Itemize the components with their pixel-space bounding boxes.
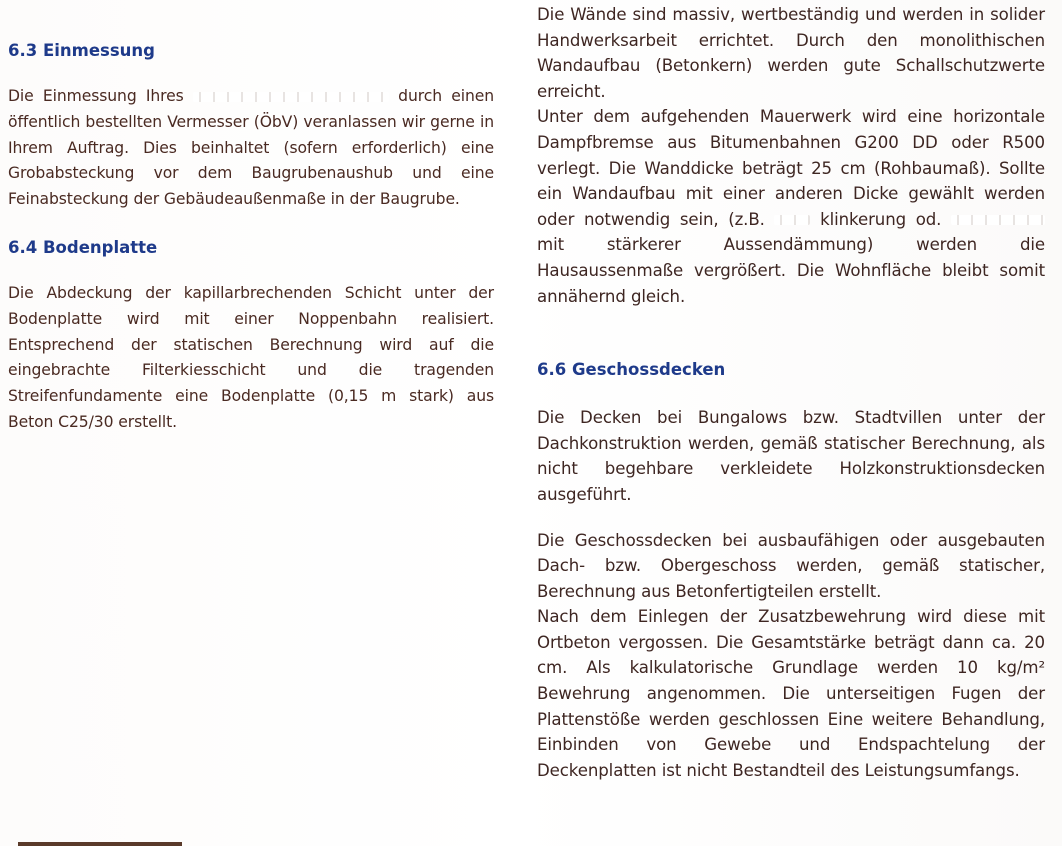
heading-einmessung: 6.3 Einmessung: [8, 41, 155, 60]
paragraph-geschossdecken: Die Geschossdecken bei ausbaufähigen oder ausgebauten Dach- bzw. Obergeschoss werden, gemäß statischer, Berechnung aus Betonfertigteilen erstellt.: [537, 530, 1045, 601]
mauerwerk-text-middle: klinkerung od.: [820, 209, 942, 229]
heading-bodenplatte: 6.4 Bodenplatte: [8, 237, 158, 257]
einmessung-text-start: Die Einmessung Ihres: [8, 87, 184, 105]
heading-geschossdecken: 6.6 Geschossdecken: [537, 360, 726, 380]
paragraph-decken-bungalow: Die Decken bei Bungalows bzw. Stadtvillen unter der Dachkonstruktion werden, gemäß statischer Berechnung, als nicht begehbare verkleidete Holzkonstruktionsdecken ausgeführt.: [537, 408, 1045, 504]
mauerwerk-text-start: Unter dem aufgehenden Mauerwerk wird eine horizontale Dampfbremse aus Bitumenbahnen G200 DD oder R500 verlegt. Die Wanddicke beträgt 25 cm (Rohbaumaß). Sollte ein Wandaufbau mit einer anderen Dicke gewählt werden oder notwendig sein, (z.B.: [537, 107, 1045, 229]
right-column: [537, 2, 1045, 783]
paragraph-zusatzbewehrung: Nach dem Einlegen der Zusatzbewehrung wird diese mit Ortbeton vergossen. Die Gesamtstärke beträgt dann ca. 20 cm. Als kalkulatorische Grundlage werden 10 kg/m² Bewehrung angenommen. Die unterseitigen Fugen der Plattenstöße werden geschlossen Eine weitere Behandlung, Einbinden von Gewebe und Endspachtelung der Deckenplatten ist nicht Bestandteil des Leistungsumfangs.: [537, 607, 1045, 780]
mauerwerk-text-end: mit stärkerer Aussendämmung) werden die Hausaussenmaße vergrößert. Die Wohnfläche bleibt somit annähernd gleich.: [537, 235, 1045, 306]
paragraph-waende: Die Wände sind massiv, wertbeständig und werden in solider Handwerksarbeit errichtet. Durch den monolithischen Wandaufbau (Betonkern) werden gute Schallschutzwerte erreicht.: [537, 5, 1045, 101]
bottom-rule: [18, 842, 182, 846]
einmessung-text-end: durch einen öffentlich bestellten Vermesser (ÖbV) veranlassen wir gerne in Ihrem Auftrag. Dies beinhaltet (sofern erforderlich) eine Grobabsteckung vor dem Baugrubenaushub und eine Feinabsteckung der Gebäudeaußenmaße in der Baugrube.: [8, 87, 495, 209]
paragraph-bodenplatte: Die Abdeckung der kapillarbrechenden Schicht unter der Bodenplatte wird mit einer Noppenbahn realisiert. Entsprechend der statischen Berechnung wird auf die eingebrachte Filterkiesschicht und die tragenden Streifenfundamente eine Bodenplatte (0,15 m stark) aus Beton C25/30 erstellt.: [8, 283, 494, 431]
redacted-area: [193, 92, 389, 102]
paragraph-einmessung: [8, 84, 494, 213]
redacted-area: [951, 215, 1045, 225]
paragraph-mauerwerk: [537, 104, 1045, 309]
left-column: [8, 38, 494, 436]
redacted-area: [774, 215, 810, 225]
